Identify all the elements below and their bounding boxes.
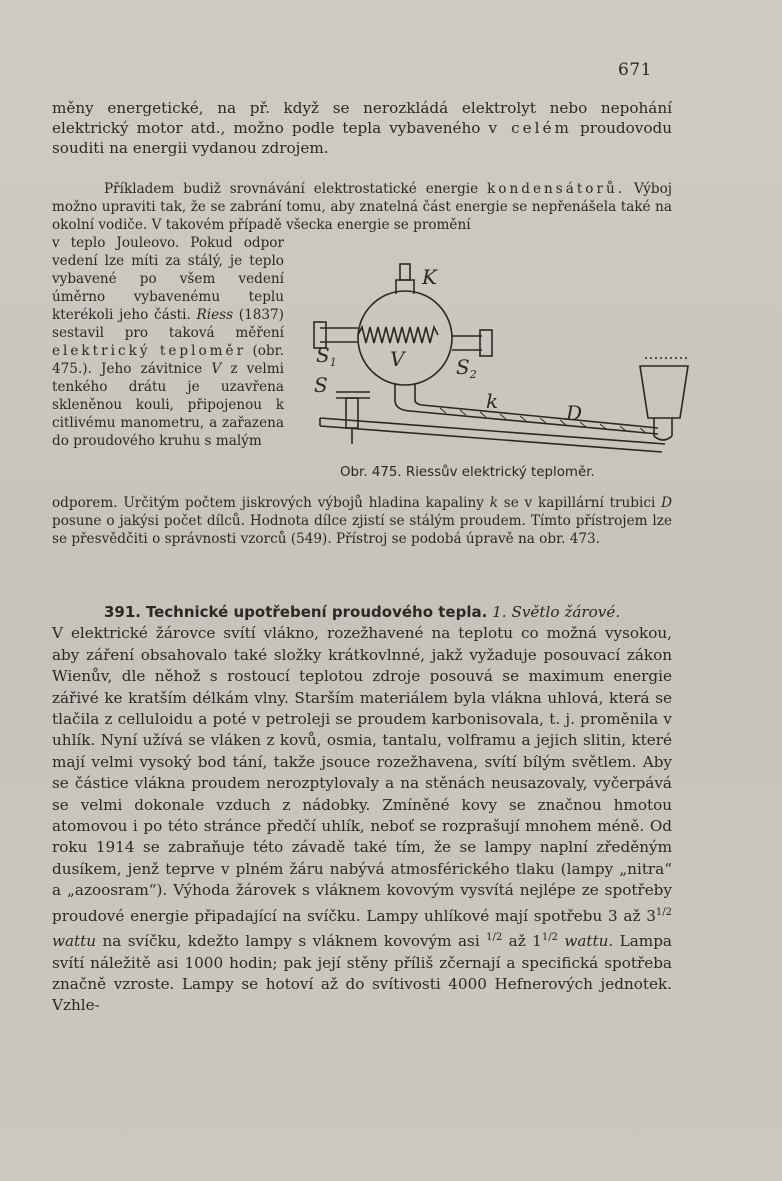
section-subheading: 1. Světlo žárové. — [492, 603, 621, 621]
section-text-a: V elektrické žárovce svítí vlákno, rozežhavené na teplotu co možná vysokou, aby záření obsahovalo také složky krátkovlnné, jakž vyžaduje posouvací zákon Wienův, dle něhož s rostoucí teplotou zdroje posouvá se maximum energie zářivé ke kratším délkám vlny. Starším materiálem byla vlákna uhlová, která se tlačila z celluloidu a poté v petroleji se proudem karbonisovala, t. j. proměnila v uhlík. Nyní užívá se vláken z kovů, osmia, tantalu, volframu a jejich slitin, které mají velmi vysoký bod tání, takže jsouce rozežhavena, svítí bílým světlem. Aby se částice vlákna proudem nerozptylovaly a na stěnách neusazovaly, vyčerpává se velmi dokonale vzduch z nádobky. Zmíněné kovy se značnou hmotou atomovou i po této stránce předčí uhlík, neboť se rozprašují mnohem méně. Od roku 1914 se zabraňuje této závadě také tím, že se lampy naplní zředěným dusíkem, jenž teprve v plném žáru nabývá atmosférického tlaku (lampy „nitra“ a „azoosram“). Výhoda žárovek s vláknem kovovým vysvítá nejlépe ze spotřeby proudové energie připadající na svíčku. Lampy uhlíkové mají spotřebu 3 až 3 — [52, 624, 672, 925]
paragraph-example-part-a: Příkladem budiž srovnávání elektrostatické energie — [104, 181, 488, 197]
symbol-k: k — [489, 495, 498, 511]
fraction-half-3: 1/2 — [541, 932, 558, 944]
figure-caption: Obr. 475. Riessův elektrický teploměr. — [340, 465, 595, 480]
section-391 — [52, 602, 672, 1017]
side-text-a: v teplo Jouleovo. Pokud odpor vedení lze míti za stálý, je teplo vybavené po všem vedení úměrno vybavenému teplu kterékoli jeho části. — [52, 235, 284, 323]
paragraph-intro-part-c: proudovodu souditi na energii vydanou zdrojem. — [52, 119, 672, 157]
label-v: V — [390, 347, 405, 371]
side-text-e: (obr. 475.). Jeho závitnice — [52, 343, 284, 377]
label-k-liquid: k — [486, 389, 499, 413]
term-wattu-1: wattu — [52, 932, 97, 951]
cont-text-c: se v kapillární trubici — [497, 495, 662, 511]
cont-text-a: odporem. Určitým počtem jiskrových výbojů hladina kapaliny — [52, 495, 490, 511]
emphasis-kondensatoru: kondensátorů. — [487, 181, 626, 197]
term-wattu-2: wattu. — [564, 932, 614, 951]
section-number: 391. — [104, 603, 142, 621]
section-heading: Technické upotřebení proudového tepla. — [145, 603, 488, 621]
page-number: 671 — [618, 60, 652, 80]
symbol-v: V — [211, 361, 222, 377]
emphasis-elektricky-teplomer: elektrický teploměr — [52, 343, 247, 359]
section-text-c: na svíčku, kdežto lampy s vláknem kovovým asi — [96, 932, 487, 951]
label-s: S — [314, 373, 328, 397]
fraction-half-1: 1/2 — [655, 906, 672, 918]
paragraph-intro — [52, 98, 672, 158]
paragraph-continuation — [52, 494, 672, 548]
label-s2: $S_2$ — [456, 355, 477, 381]
symbol-d: D — [661, 495, 672, 511]
paragraph-side-text — [52, 234, 284, 450]
emphasis-spaced: v celém — [488, 119, 572, 137]
paragraph-example — [52, 180, 672, 234]
paragraph-example-part-c: Výboj možno upraviti tak, že se zabrání tomu, aby znatelná část energie se nepřenášela také na okolní vodiče. V takovém případě všecka energie se promění — [52, 181, 672, 233]
label-k: K — [422, 265, 437, 289]
fraction-half-2: 1/2 — [486, 932, 503, 944]
figure-riess-thermometer — [300, 258, 690, 458]
cont-text-e: posune o jakýsi počet dílců. Hodnota dílce zjistí se stálým proudem. Tímto přístrojem lze se přesvědčiti o správnosti vzorců (549). Přístroj se podobá úpravě na obr. 473. — [52, 513, 672, 547]
label-s1: $S_1$ — [316, 343, 337, 369]
author-riess: Riess — [196, 307, 234, 323]
side-text-c: (1837) sestavil pro taková měření — [52, 307, 284, 341]
section-text-d: až 1 — [502, 932, 542, 951]
section-text-f: Lampa svítí náležitě asi 1000 hodin; pak její stěny příliš zčernají a specifická spotřeba značně vzroste. Lampy se hotoví až do svítivosti 4000 Hefnerových jednotek. Vzhle- — [52, 932, 672, 1015]
paragraph-intro-part-a: měny energetické, na př. když se nerozkládá elektrolyt nebo nepohání elektrický motor atd., možno podle tepla vybaveného — [52, 99, 672, 137]
label-d: D — [566, 401, 583, 425]
side-text-g: z velmi tenkého drátu je uzavřena skleněnou kouli, připojenou k citlivému manometru, a zařazena do proudového kruhu s malým — [52, 361, 284, 449]
